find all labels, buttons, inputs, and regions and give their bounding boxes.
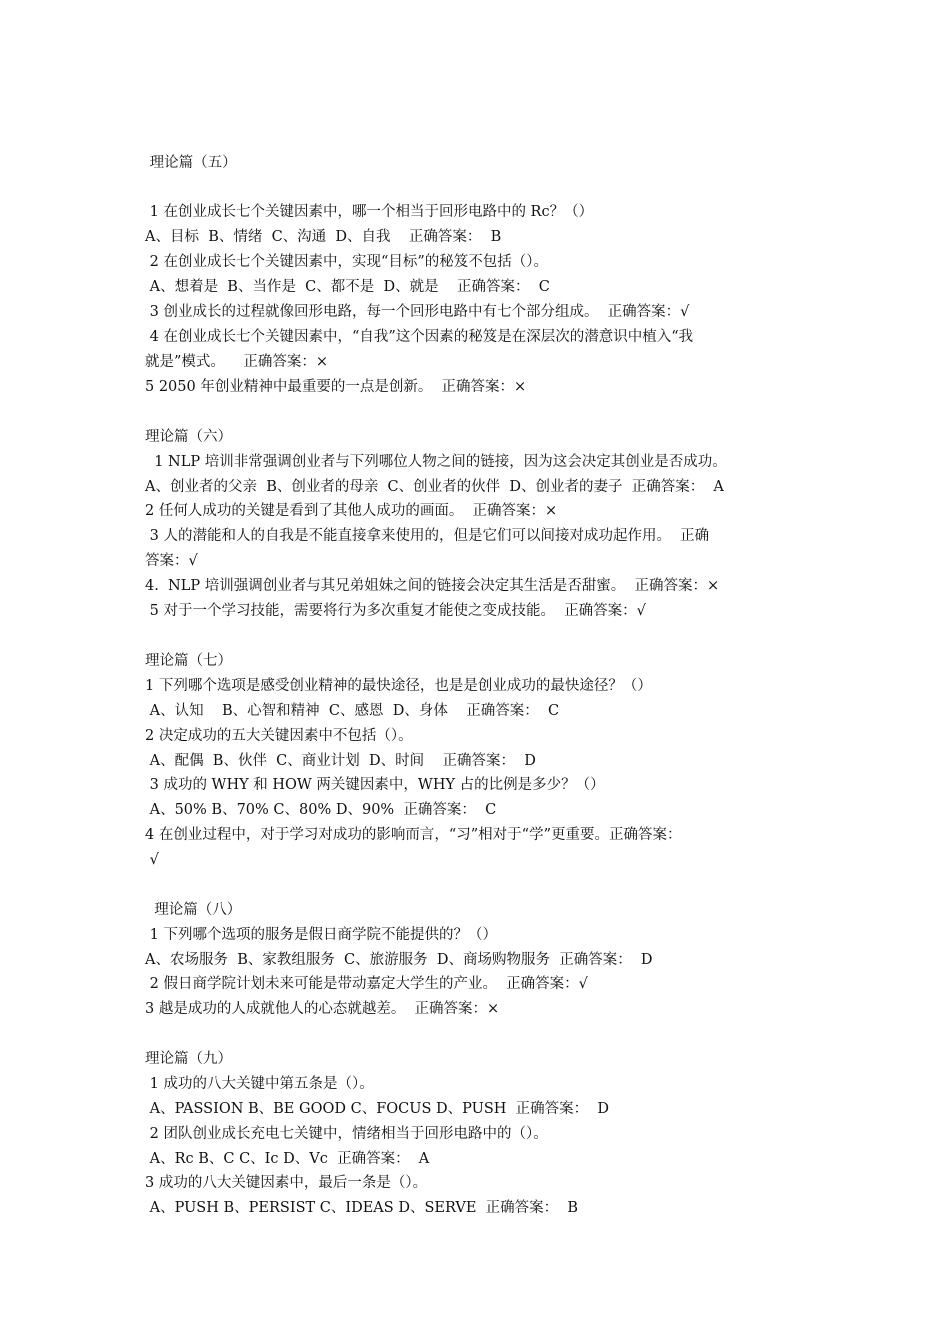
question-line: 3 越是成功的人成就他人的心态就越差。 正确答案：× <box>145 1001 500 1017</box>
question-line: 3 创业成长的过程就像回形电路，每一个回形电路中有七个部分组成。 正确答案：√ <box>145 304 690 320</box>
answer-line: A、想着是 B、当作是 C、都不是 D、就是 正确答案： C <box>145 279 550 295</box>
question-line: 就是”模式。 正确答案：× <box>145 354 328 370</box>
question-line: 1 下列哪个选项的服务是假日商学院不能提供的？（） <box>145 927 497 943</box>
question-line: 答案：√ <box>145 553 198 569</box>
answer-line: A、Rc B、C C、Ic D、Vc 正确答案： A <box>145 1151 430 1167</box>
question-line: 2 在创业成长七个关键因素中，实现“目标”的秘笈不包括（）。 <box>145 254 549 270</box>
answer-line: A、认知 B、心智和精神 C、感恩 D、身体 正确答案： C <box>145 703 560 719</box>
section-title: 理论篇（九） <box>145 1051 232 1067</box>
section-title: 理论篇（六） <box>145 429 232 445</box>
question-line: 3 成功的八大关键因素中，最后一条是（）。 <box>145 1175 428 1191</box>
question-line: 1 在创业成长七个关键因素中，哪一个相当于回形电路中的 Rc？（） <box>145 204 594 220</box>
answer-line: A、配偶 B、伙伴 C、商业计划 D、时间 正确答案： D <box>145 753 536 769</box>
question-line: 5 2050 年创业精神中最重要的一点是创新。 正确答案：× <box>145 379 527 395</box>
section-title: 理论篇（五） <box>145 155 237 171</box>
question-line: 3 人的潜能和人的自我是不能直接拿来使用的，但是它们可以间接对成功起作用。 正确 <box>145 528 710 544</box>
question-line: 3 成功的 WHY 和 HOW 两关键因素中，WHY 占的比例是多少？（） <box>145 777 605 793</box>
answer-line: A、50% B、70% C、80% D、90% 正确答案： C <box>145 802 497 818</box>
question-line: 4 在创业成长七个关键因素中，“自我”这个因素的秘笈是在深层次的潜意识中植入“我 <box>145 329 694 345</box>
section-title: 理论篇（七） <box>145 653 232 669</box>
question-line: 2 假日商学院计划未来可能是带动嘉定大学生的产业。 正确答案：√ <box>145 976 588 992</box>
answer-line: A、农场服务 B、家教组服务 C、旅游服务 D、商场购物服务 正确答案： D <box>145 952 653 968</box>
question-line: 4 在创业过程中，对于学习对成功的影响而言，“习”相对于“学”更重要。正确答案： <box>145 827 682 843</box>
question-line: 1 下列哪个选项是感受创业精神的最快途径，也是是创业成功的最快途径？（） <box>145 678 652 694</box>
answer-line: A、PASSION B、BE GOOD C、FOCUS D、PUSH 正确答案： D <box>145 1101 609 1117</box>
question-line: 4. NLP 培训强调创业者与其兄弟姐妹之间的链接会决定其生活是否甜蜜。 正确答案：× <box>145 578 720 594</box>
question-line: 2 决定成功的五大关键因素中不包括（）。 <box>145 728 413 744</box>
answer-line: A、PUSH B、PERSIST C、IDEAS D、SERVE 正确答案： B <box>145 1200 579 1216</box>
answer-line: A、创业者的父亲 B、创业者的母亲 C、创业者的伙伴 D、创业者的妻子 正确答案： A <box>145 479 724 495</box>
question-line: 1 NLP 培训非常强调创业者与下列哪位人物之间的链接，因为这会决定其创业是否成功。 <box>145 454 727 470</box>
question-line: 2 团队创业成长充电七关键中，情绪相当于回形电路中的（）。 <box>145 1126 548 1142</box>
question-line: 1 成功的八大关键中第五条是（）。 <box>145 1076 374 1092</box>
question-line: √ <box>145 852 159 868</box>
question-line: 5 对于一个学习技能，需要将行为多次重复才能使之变成技能。 正确答案：√ <box>145 603 646 619</box>
answer-line: A、目标 B、情绪 C、沟通 D、自我 正确答案： B <box>145 229 502 245</box>
section-title: 理论篇（八） <box>145 902 242 918</box>
question-line: 2 任何人成功的关键是看到了其他人成功的画面。 正确答案：× <box>145 503 558 519</box>
